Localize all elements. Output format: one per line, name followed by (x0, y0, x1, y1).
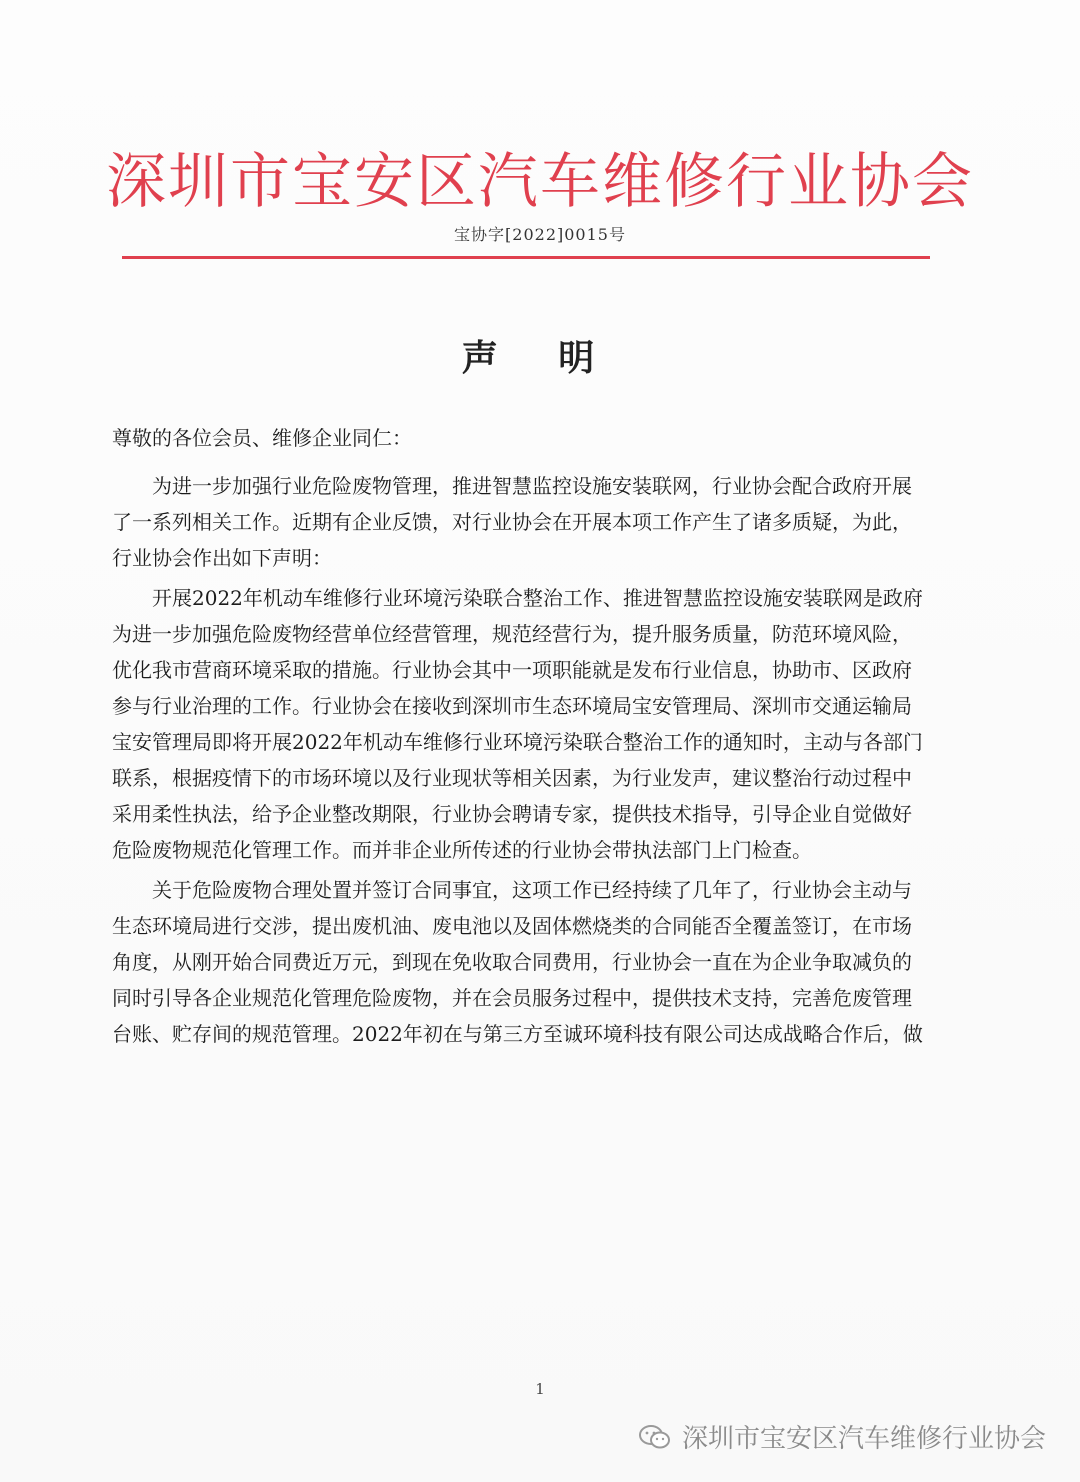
document-body (112, 420, 972, 1056)
paragraph-3: 关于危险废物合理处置并签订合同事宜，这项工作已经持续了几年了，行业协会主动与 生态环境局进行交涉，提出废机油、废电池以及固体燃烧类的合同能否全覆盖签订，在市场 角度，从刚开始合同费近万元，到现在免收取合同费用，行业协会一直在为企业争取减负的 同时引导各企业规范化管理危险废物，并在会员服务过程中，提供技术支持，完善危废管理 台账、贮存间的规范管理。2022年初在与第三方至诚环境科技有限公司达成战略合作后，做 (112, 878, 923, 1046)
wechat-icon (638, 1423, 672, 1451)
page-number: 1 (535, 1380, 545, 1398)
red-header-divider (122, 256, 930, 259)
wechat-watermark (638, 1418, 1046, 1455)
watermark-text: 深圳市宝安区汽车维修行业协会 (681, 1424, 1046, 1454)
document-heading: 声 明 (461, 337, 619, 379)
document-number: 宝协字[2022]0015号 (454, 225, 626, 244)
paragraph-1: 为进一步加强行业危险废物管理，推进智慧监控设施安装联网，行业协会配合政府开展 了一系列相关工作。近期有企业反馈，对行业协会在开展本项工作产生了诸多质疑，为此， 行业协会作出如下声明： (112, 474, 912, 570)
greeting-line: 尊敬的各位会员、维修企业同仁： (112, 426, 412, 450)
organization-title: 深圳市宝安区汽车维修行业协会 (106, 147, 974, 217)
paragraph-2: 开展2022年机动车维修行业环境污染联合整治工作、推进智慧监控设施安装联网是政府 为进一步加强危险废物经营单位经营管理，规范经营行为，提升服务质量，防范环境风险， 优化我市营商环境采取的措施。行业协会其中一项职能就是发布行业信息，协助市、区政府 参与行业治理的工作。行业协会在接收到深圳市生态环境局宝安管理局、深圳市交通运输局 宝安管理局即将开展2022年机动车维修行业环境污染联合整治工作的通知时，主动与各部门 联系，根据疫情下的市场环境以及行业现状等相关因素，为行业发声，建议整治行动过程中 采用柔性执法，给予企业整改期限，行业协会聘请专家，提供技术指导，引导企业自觉做好 危险废物规范化管理工作。而并非企业所传述的行业协会带执法部门上门检查。 (112, 586, 923, 862)
